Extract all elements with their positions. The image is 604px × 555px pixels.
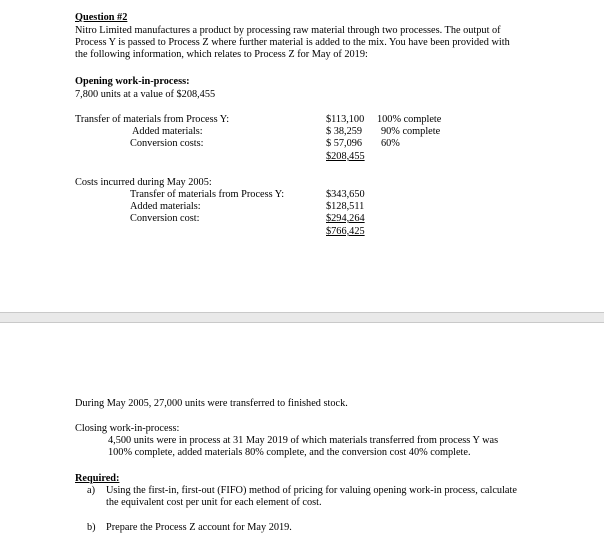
required-heading: Required:: [75, 473, 120, 484]
cost-row-amount: $128,511: [326, 201, 365, 212]
transferred-text: During May 2005, 27,000 units were transferred to finished stock.: [75, 398, 348, 409]
opening-total: $208,455: [326, 151, 365, 162]
cost-row-amount: $343,650: [326, 189, 365, 200]
page-2: [0, 322, 604, 555]
page-separator: [0, 313, 604, 322]
opening-row-completion: 60%: [381, 138, 400, 149]
opening-row-amount: $ 38,259: [326, 126, 363, 137]
closing-line-2: 100% complete, added materials 80% complete, and the conversion cost 40% complete.: [108, 447, 471, 458]
closing-line-1: 4,500 units were in process at 31 May 2019 of which materials transferred from process Y was: [108, 435, 499, 446]
opening-row-completion: 90% complete: [381, 126, 441, 137]
cost-row-label: Conversion cost:: [130, 213, 200, 224]
question-heading: Question #2: [75, 12, 128, 23]
costs-heading: Costs incurred during May 2005:: [75, 177, 212, 188]
requirement-marker: a): [87, 485, 95, 496]
intro-line-1: Nitro Limited manufactures a product by processing raw material through two processes. The output of: [75, 25, 501, 36]
intro-line-3: the following information, which relates to Process Z for May of 2019:: [75, 49, 368, 60]
cost-row-label: Transfer of materials from Process Y:: [130, 189, 285, 200]
requirement-a-line-1: Using the first-in, first-out (FIFO) method of pricing for valuing opening work-in process, calculate: [106, 485, 517, 496]
cost-row-label: Added materials:: [130, 201, 201, 212]
closing-wip-heading: Closing work-in-process:: [75, 423, 180, 434]
opening-row-label: Added materials:: [132, 126, 203, 137]
opening-wip-summary: 7,800 units at a value of $208,455: [75, 89, 216, 100]
costs-total: $766,425: [326, 226, 365, 237]
opening-row-completion: 100% complete: [377, 114, 442, 125]
opening-row-label: Transfer of materials from Process Y:: [75, 114, 230, 125]
cost-row-amount: $294,264: [326, 213, 365, 224]
opening-wip-heading: Opening work-in-process:: [75, 76, 190, 87]
intro-line-2: Process Y is passed to Process Z where further material is added to the mix. You have been provided with: [75, 37, 510, 48]
requirement-marker: b): [87, 522, 96, 533]
requirement-b-line-1: Prepare the Process Z account for May 2019.: [106, 522, 292, 533]
requirement-a-line-2: the equivalent cost per unit for each element of cost.: [106, 497, 322, 508]
opening-row-label: Conversion costs:: [130, 138, 204, 149]
opening-row-amount: $ 57,096: [326, 138, 363, 149]
opening-row-amount: $113,100: [326, 114, 365, 125]
